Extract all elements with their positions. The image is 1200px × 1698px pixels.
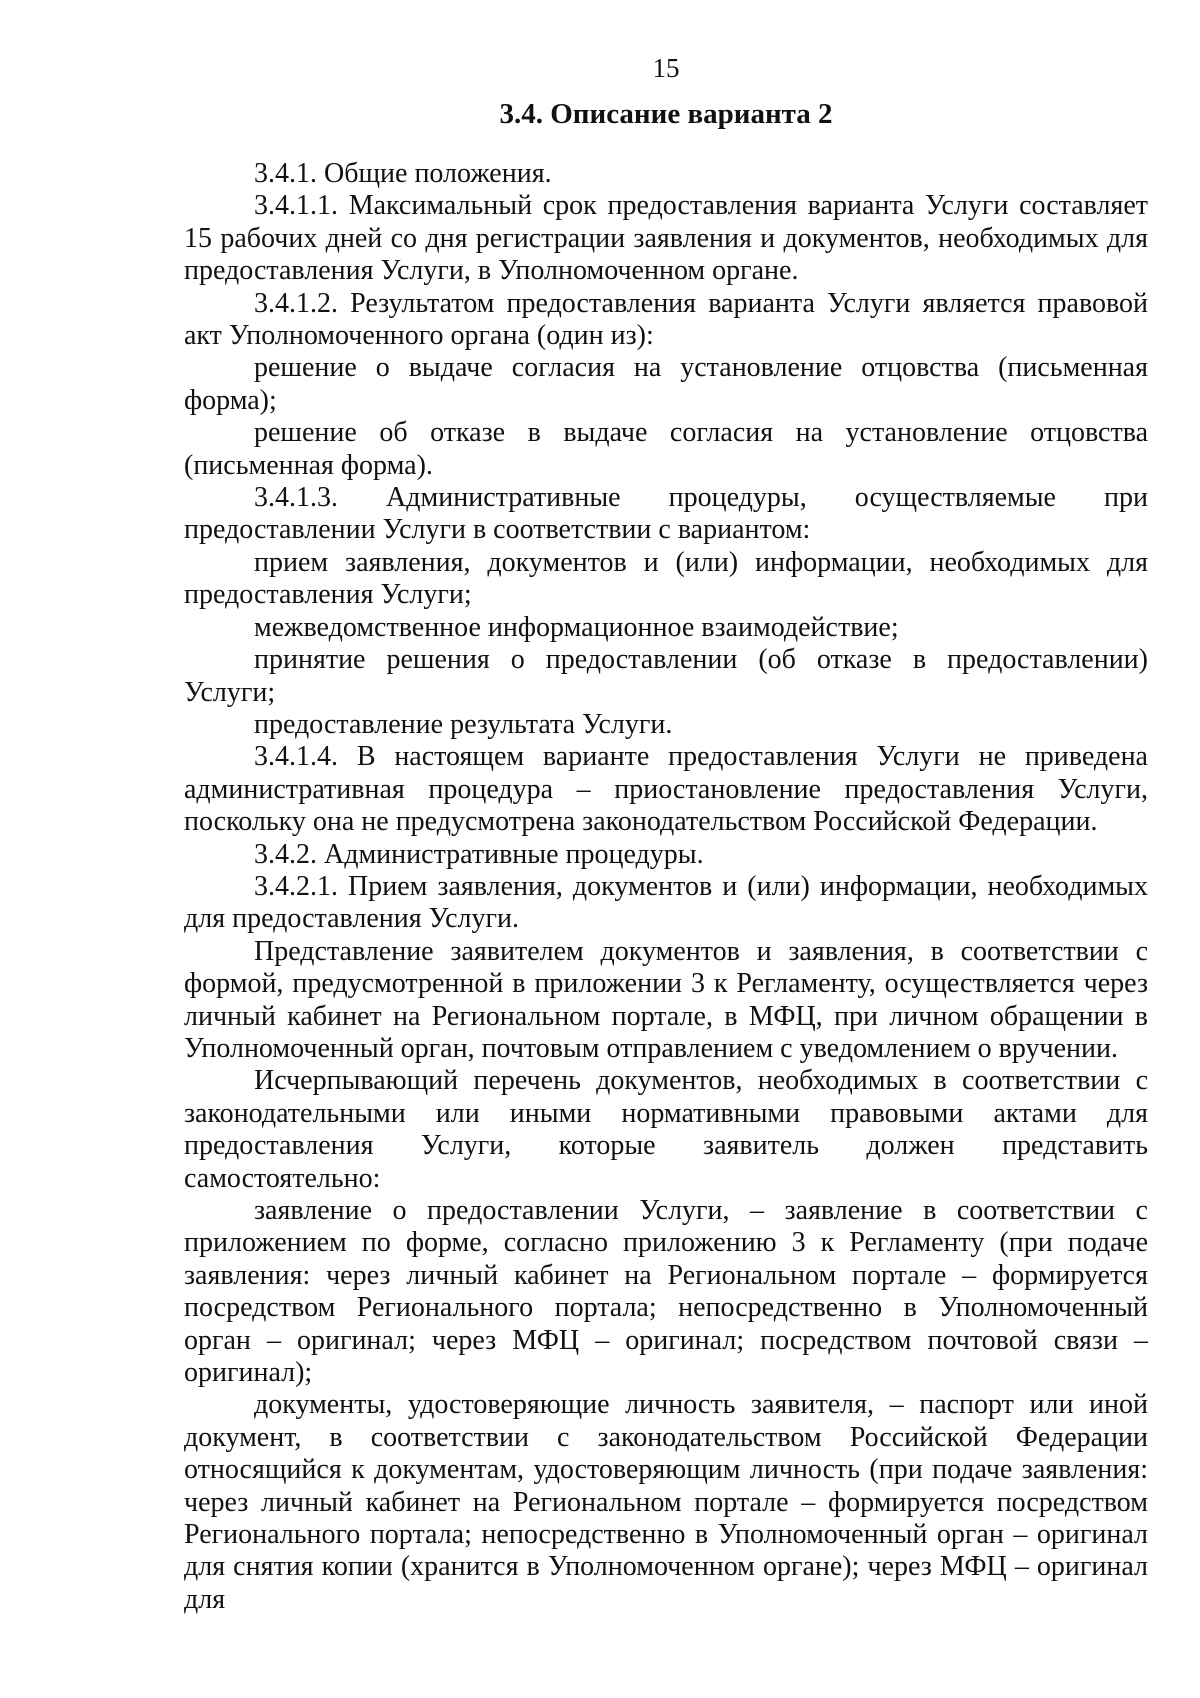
paragraph: 3.4.1. Общие положения.	[254, 158, 552, 189]
paragraph: Представление заявителем документов и заявления, в соответствии с формой, предусмотренной в приложении 3 к Регламенту, осуществляется через личный кабинет на Региональном портале, в МФЦ, при личном обращении в Уполномоченный орган, почтовым отправлением с уведомлением о вручении.	[184, 935, 1148, 1064]
section-heading: 3.4. Описание варианта 2	[499, 98, 833, 130]
paragraph: 3.4.1.3. Административные процедуры, осуществляемые при предоставлении Услуги в соответствии с вариантом:	[184, 482, 1148, 546]
paragraph: решение о выдаче согласия на установление отцовства (письменная форма);	[184, 352, 1148, 416]
page-number: 15	[652, 53, 680, 83]
paragraph: документы, удостоверяющие личность заявителя, – паспорт или иной документ, в соответствии с законодательством Российской Федерации относящийся к документам, удостоверяющим личность (при подаче заявления: через личный кабинет на Региональном портале – формируется посредством Регионального портала; непосредственно в Уполномоченный орган – оригинал для снятия копии (хранится в Уполномоченном органе); через МФЦ – оригинал для	[184, 1389, 1148, 1615]
paragraph: принятие решения о предоставлении (об отказе в предоставлении) Услуги;	[184, 644, 1148, 708]
document-page	[184, 52, 1148, 1616]
paragraph: 3.4.1.1. Максимальный срок предоставления варианта Услуги составляет 15 рабочих дней со дня регистрации заявления и документов, необходимых для предоставления Услуги, в Уполномоченном органе.	[184, 190, 1148, 287]
paragraph: предоставление результата Услуги.	[254, 708, 673, 740]
paragraph: 3.4.1.2. Результатом предоставления варианта Услуги является правовой акт Уполномоченного органа (один из):	[184, 287, 1148, 352]
paragraph: заявление о предоставлении Услуги, – заявление в соответствии с приложением по форме, согласно приложению 3 к Регламенту (при подаче заявления: через личный кабинет на Региональном портале – формируется посредством Регионального портала; непосредственно в Уполномоченный орган – оригинал; через МФЦ – оригинал; посредством почтовой связи – оригинал);	[184, 1195, 1148, 1389]
paragraph: 3.4.2.1. Прием заявления, документов и (или) информации, необходимых для предоставления Услуги.	[184, 870, 1148, 935]
paragraph: 3.4.1.4. В настоящем варианте предоставления Услуги не приведена административная процедура – приостановление предоставления Услуги, поскольку она не предусмотрена законодательством Российской Федерации.	[184, 741, 1148, 838]
paragraph: Исчерпывающий перечень документов, необходимых в соответствии с законодательными или иными нормативными правовыми актами для предоставления Услуги, которые заявитель должен представить самостоятельно:	[184, 1065, 1148, 1194]
paragraph: решение об отказе в выдаче согласия на установление отцовства (письменная форма).	[184, 417, 1148, 481]
paragraph: межведомственное информационное взаимодействие;	[254, 611, 899, 643]
paragraph: 3.4.2. Административные процедуры.	[254, 838, 704, 870]
paragraph: прием заявления, документов и (или) информации, необходимых для предоставления Услуги;	[184, 546, 1148, 611]
